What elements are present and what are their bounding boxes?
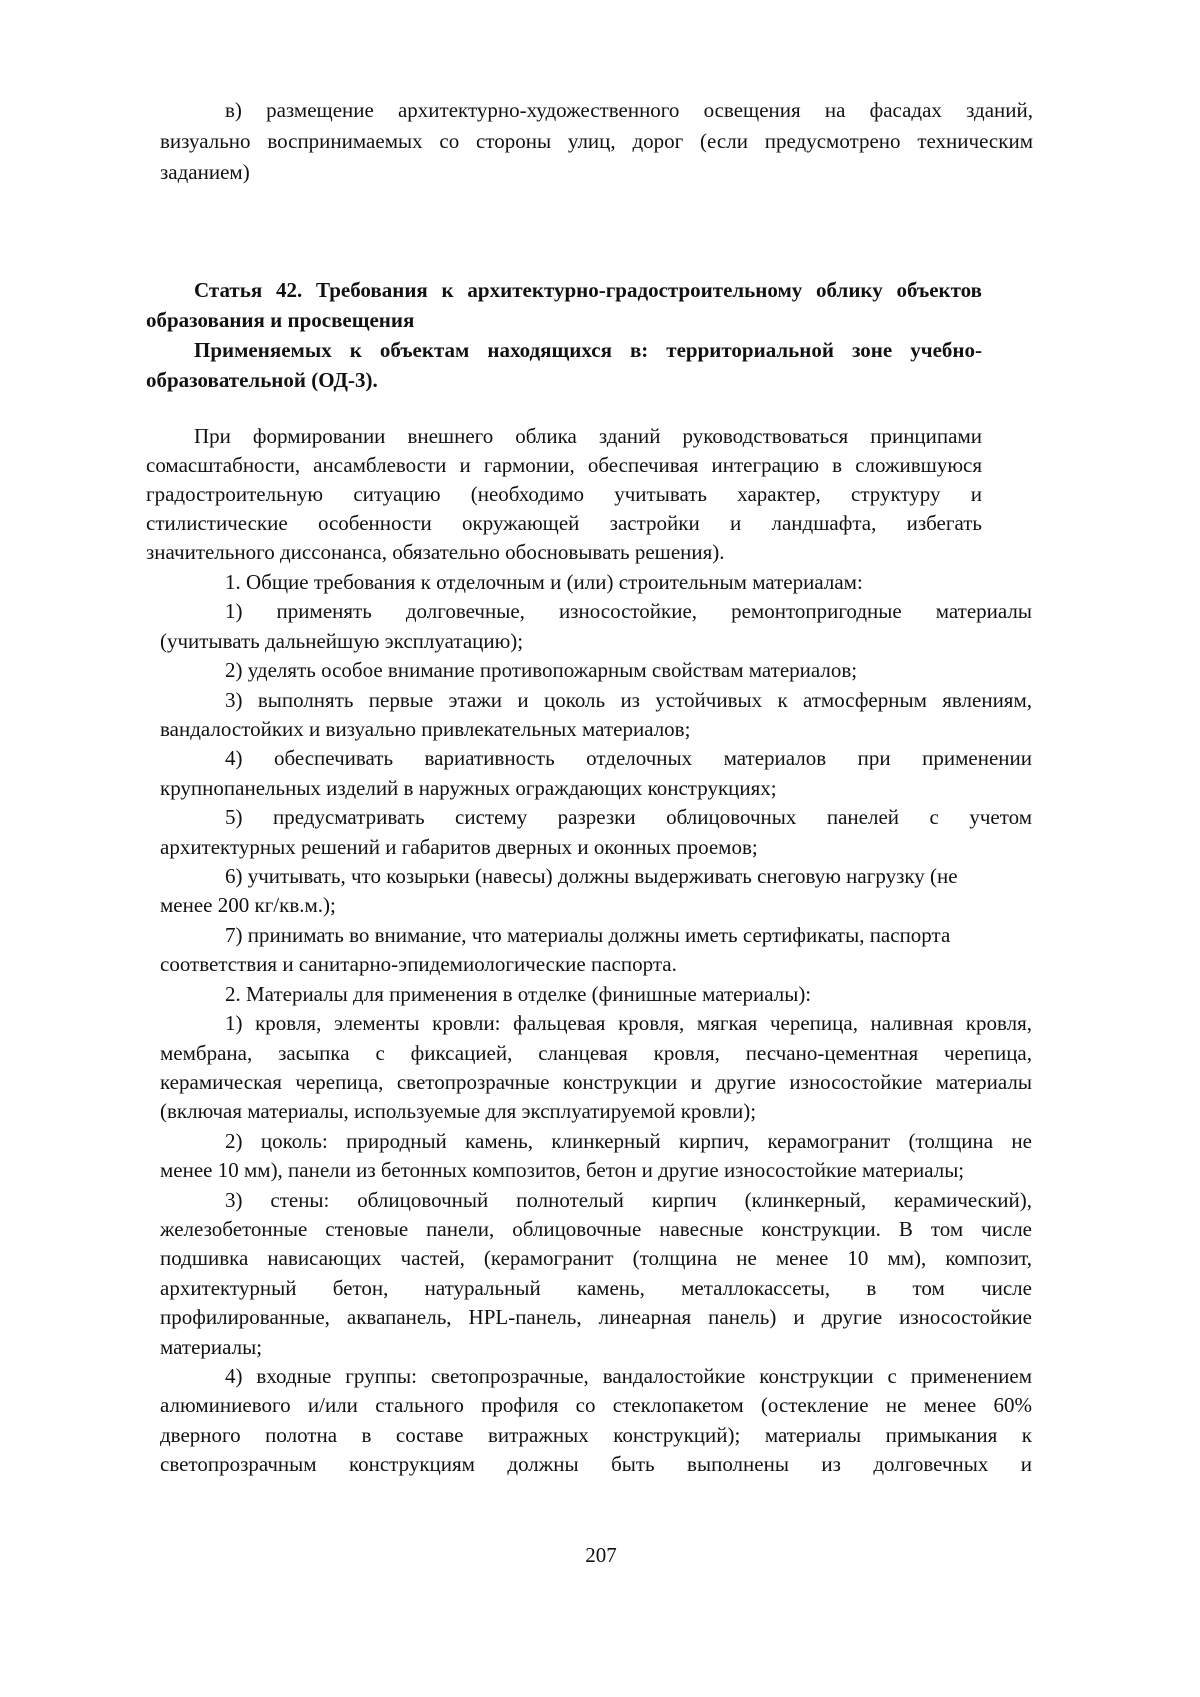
list-line: керамическая черепица, светопрозрачные конструкции и другие износостойкие материалы: [160, 1069, 1032, 1094]
intro-line: визуально воспринимаемых со стороны улиц, дорог (если предусмотрено техническим: [160, 129, 1033, 153]
list-line: архитектурных решений и габаритов дверных и оконных проемов;: [160, 834, 758, 859]
list-line: 5) предусматривать систему разрезки облицовочных панелей с учетом: [225, 805, 1032, 830]
intro-paragraph: [160, 95, 1033, 188]
list-line: 4) входные группы: светопрозрачные, вандалостойкие конструкции с применением: [225, 1363, 1032, 1388]
list-line: (учитывать дальнейшую эксплуатацию);: [160, 628, 524, 653]
list-line: 1) применять долговечные, износостойкие, ремонтопригодные материалы: [225, 599, 1032, 624]
list-line: алюминиевого и/или стального профиля со стеклопакетом (остекление не менее 60%: [160, 1393, 1032, 1418]
list-line: 3) стены: облицовочный полнотелый кирпич (клинкерный, керамический),: [225, 1187, 1032, 1212]
list-line: 2. Материалы для применения в отделке (финишные материалы):: [225, 981, 812, 1006]
list-line: менее 10 мм), панели из бетонных композитов, бетон и другие износостойкие материалы;: [160, 1158, 965, 1183]
list-line: 2) уделять особое внимание противопожарным свойствам материалов;: [225, 658, 858, 683]
list-line: светопрозрачным конструкциям должны быть выполнены из долговечных и: [160, 1452, 1032, 1477]
list-line: 7) принимать во внимание, что материалы должны иметь сертификаты, паспорта: [225, 922, 951, 947]
list-line: 3) выполнять первые этажи и цоколь из устойчивых к атмосферным явлениям,: [225, 687, 1032, 712]
list-line: 4) обеспечивать вариативность отделочных материалов при применении: [225, 746, 1032, 771]
heading-line: образовательной (ОД-3).: [146, 368, 378, 392]
intro-line: в) размещение архитектурно-художественного освещения на фасадах зданий,: [225, 98, 1033, 122]
list-line: дверного полотна в составе витражных конструкций); материалы примыкания к: [160, 1422, 1032, 1447]
page-number: 207: [585, 1543, 617, 1567]
heading-line: образования и просвещения: [146, 308, 415, 332]
list-line: 1) кровля, элементы кровли: фальцевая кровля, мягкая черепица, наливная кровля,: [225, 1011, 1032, 1036]
list-line: мембрана, засыпка с фиксацией, сланцевая кровля, песчано-цементная черепица,: [160, 1040, 1032, 1065]
list-line: соответствия и санитарно-эпидемиологические паспорта.: [160, 952, 677, 977]
lead-line: значительного диссонанса, обязательно обосновывать решения).: [146, 540, 725, 564]
list-line: профилированные, аквапанель, HPL-панель, линеарная панель) и другие износостойкие: [160, 1305, 1032, 1330]
list-line: подшивка нависающих частей, (керамогранит (толщина не менее 10 мм), композит,: [160, 1246, 1032, 1271]
lead-line: градостроительную ситуацию (необходимо учитывать характер, структуру и: [146, 482, 982, 506]
requirements-list: [160, 568, 1032, 1480]
lead-line: стилистические особенности окружающей застройки и ландшафта, избегать: [146, 511, 982, 535]
lead-line: сомасштабности, ансамблевости и гармонии, обеспечивая интеграцию в сложившуюся: [146, 453, 982, 477]
lead-paragraph: [146, 422, 982, 567]
lead-line: При формировании внешнего облика зданий руководствоваться принципами: [194, 424, 982, 448]
list-line: менее 200 кг/кв.м.);: [160, 893, 336, 918]
article-heading: [146, 275, 982, 395]
list-line: материалы;: [160, 1334, 263, 1359]
list-line: крупнопанельных изделий в наружных ограждающих конструкциях;: [160, 775, 777, 800]
list-line: 1. Общие требования к отделочным и (или) строительным материалам:: [225, 570, 863, 594]
list-line: (включая материалы, используемые для эксплуатируемой кровли);: [160, 1099, 757, 1124]
list-line: железобетонные стеновые панели, облицовочные навесные конструкции. В том числе: [160, 1216, 1032, 1241]
heading-line: Применяемых к объектам находящихся в: территориальной зоне учебно-: [194, 338, 982, 362]
list-line: 2) цоколь: природный камень, клинкерный кирпич, керамогранит (толщина не: [225, 1128, 1032, 1153]
intro-line: заданием): [160, 160, 250, 184]
heading-line: Статья 42. Требования к архитектурно-градостроительному облику объектов: [194, 278, 982, 302]
list-line: архитектурный бетон, натуральный камень, металлокассеты, в том числе: [160, 1275, 1032, 1300]
list-line: вандалостойких и визуально привлекательных материалов;: [160, 717, 691, 742]
list-line: 6) учитывать, что козырьки (навесы) должны выдерживать снеговую нагрузку (не: [225, 864, 958, 889]
